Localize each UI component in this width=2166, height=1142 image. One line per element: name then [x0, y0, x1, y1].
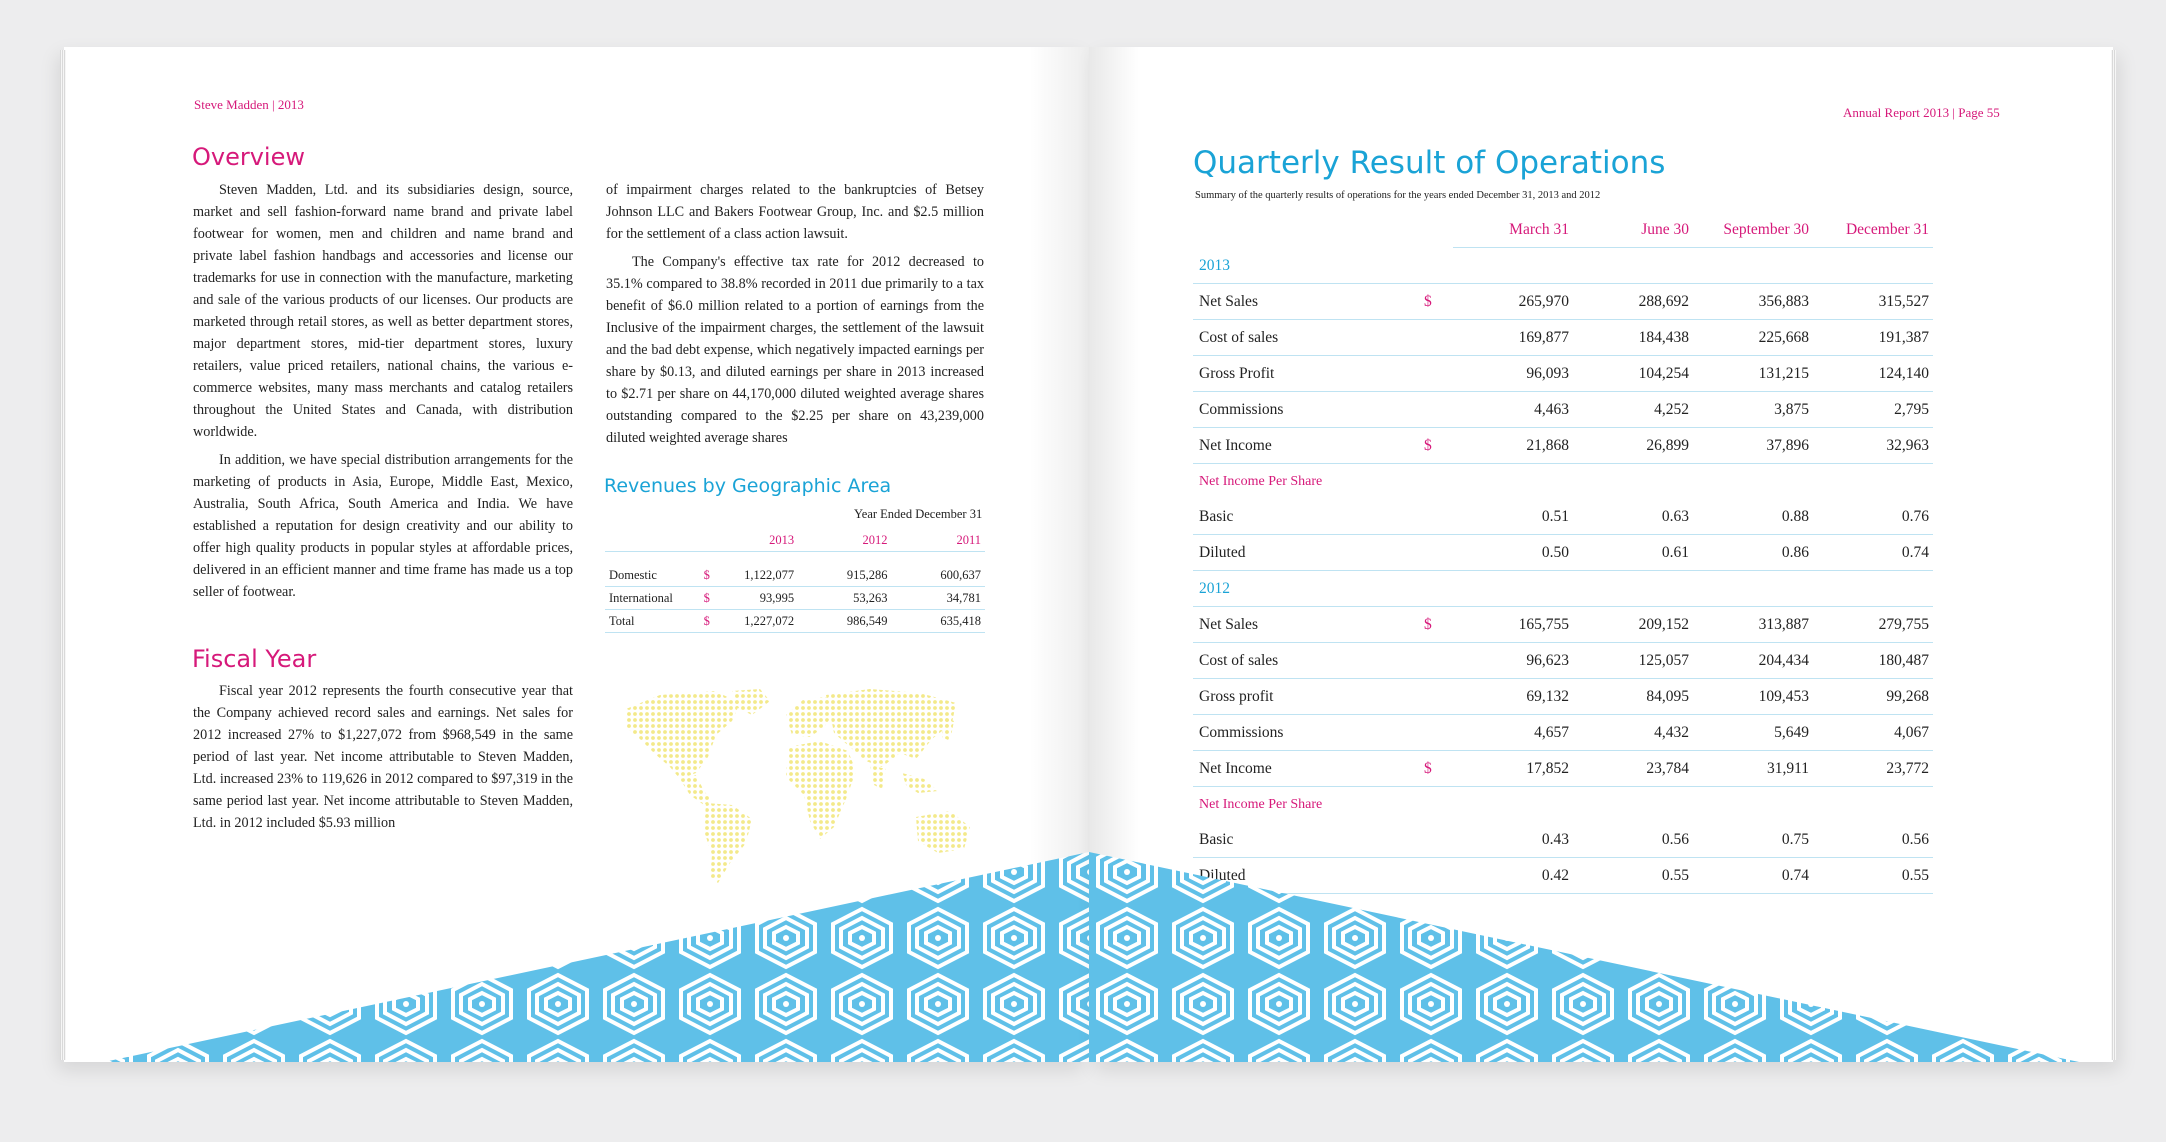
table-cell: 0.61 [1573, 535, 1693, 571]
hexagon-pattern-right [1089, 47, 2113, 1062]
per-share-label: Net Income Per Share [1199, 473, 1323, 489]
table-cell: 0.86 [1693, 535, 1813, 571]
table-cell: 21,868 [1453, 428, 1573, 464]
geo-row-label: Total [609, 613, 635, 628]
page-edges-left [60, 50, 66, 1060]
row-label: Net Income [1193, 751, 1423, 787]
table-cell: 209,152 [1573, 607, 1693, 643]
row-label: Basic [1193, 822, 1423, 858]
geo-row-label: International [609, 590, 673, 605]
table-cell: 169,877 [1453, 320, 1573, 356]
table-cell: 180,487 [1813, 643, 1933, 679]
quarterly-subtitle: Summary of the quarterly results of operations for the years ended December 31, 2013 and 2012 [1195, 190, 1601, 201]
geo-year-2: 2012 [862, 532, 888, 547]
column-header: December 31 [1813, 212, 1933, 248]
table-cell: 104,254 [1573, 356, 1693, 392]
table-cell: 4,252 [1573, 392, 1693, 428]
table-cell: 0.56 [1813, 822, 1933, 858]
table-cell: 0.56 [1573, 822, 1693, 858]
table-cell: 0.74 [1813, 535, 1933, 571]
year-label: 2013 [1193, 248, 1933, 284]
table-cell: 96,623 [1453, 643, 1573, 679]
geo-cell: 93,995 [759, 590, 795, 605]
left-page [64, 47, 1089, 1062]
table-cell: 96,093 [1453, 356, 1573, 392]
geo-dollar: $ [703, 613, 710, 628]
column-header: March 31 [1453, 212, 1573, 248]
overview-para-1: Steven Madden, Ltd. and its subsidiaries design, source, market and sell fashion-forward name brand and private label footwear for women, men and children and name brand and private label fashion handbags and accessories and license our trademarks for use in connection with the manufacture, marketing and sale of the various products of our licenses. Our products are marketed through retail stores, as well as better department stores, major department stores, mid-tier department stores, luxury retailers, value priced retailers, national chains, the various e-commerce websites, many mass merchants and catalog retailers throughout the United States and Canada, with distribution worldwide. [193, 182, 573, 440]
fiscal-year-heading: Fiscal Year [192, 645, 317, 673]
table-cell: 125,057 [1573, 643, 1693, 679]
table-cell: 26,899 [1573, 428, 1693, 464]
table-cell: 313,887 [1693, 607, 1813, 643]
column2-para-1: of impairment charges related to the bankruptcies of Betsey Johnson LLC and Bakers Footwear Group, Inc. and $2.5 million for the settlement of a class action lawsuit. [606, 182, 984, 242]
table-cell: 4,067 [1813, 715, 1933, 751]
table-cell: 32,963 [1813, 428, 1933, 464]
table-cell: 0.63 [1573, 499, 1693, 535]
fiscal-year-para-1: Fiscal year 2012 represents the fourth consecutive year that the Company achieved record sales and earnings. Net sales for 2012 increased 27% to $1,227,072 from $968,549 in the same period of last year. Net income attributable to Steven Madden, Ltd. increased 23% to 119,626 in 2012 compared to $97,319 in the same period last year. Net income attributable to Steven Madden, Ltd. in 2012 included $5.93 million [193, 683, 573, 831]
table-cell: 315,527 [1813, 284, 1933, 320]
hexagon-pattern-left [64, 47, 1089, 1062]
column2-para-2: The Company's effective tax rate for 2012 decreased to 35.1% compared to 38.8% recorded in 2011 due primarily to a tax benefit of $6.0 million related to a portion of earnings from the Inclusive of the impairment charges, the settlement of the lawsuit and the bad debt expense, which negatively impacted earnings per share by $0.13, and diluted earnings per share in 2013 increased to $2.71 per share on 44,170,000 diluted weighted average shares outstanding compared to the $2.25 per share on 43,239,000 diluted weighted average shares [606, 254, 984, 446]
column-header: September 30 [1693, 212, 1813, 248]
table-cell: 3,875 [1693, 392, 1813, 428]
geo-dollar: $ [703, 567, 710, 582]
geo-cell: 635,418 [940, 613, 981, 628]
table-cell: 0.74 [1693, 858, 1813, 894]
dollar-sign: $ [1423, 284, 1453, 320]
row-label: Cost of sales [1193, 643, 1423, 679]
table-cell: 99,268 [1813, 679, 1933, 715]
row-label: Basic [1193, 499, 1423, 535]
row-label: Net Sales [1193, 607, 1423, 643]
table-cell: 2,795 [1813, 392, 1933, 428]
table-cell: 69,132 [1453, 679, 1573, 715]
running-header-left: Steve Madden | 2013 [194, 97, 304, 112]
table-cell: 4,432 [1573, 715, 1693, 751]
table-cell: 265,970 [1453, 284, 1573, 320]
running-header-right: Annual Report 2013 | Page 55 [1843, 105, 2000, 120]
table-cell: 204,434 [1693, 643, 1813, 679]
table-cell: 0.75 [1693, 822, 1813, 858]
row-label: Gross Profit [1193, 356, 1423, 392]
row-label: Commissions [1193, 392, 1423, 428]
right-page [1089, 47, 2113, 1062]
row-label: Diluted [1193, 535, 1423, 571]
overview-heading: Overview [192, 143, 305, 171]
table-cell: 184,438 [1573, 320, 1693, 356]
dollar-sign: $ [1423, 428, 1453, 464]
table-cell: 279,755 [1813, 607, 1933, 643]
table-cell: 23,772 [1813, 751, 1933, 787]
overview-para-2: In addition, we have special distribution arrangements for the marketing of products in Asia, Europe, Middle East, Mexico, Australia, South Africa, South America and India. We have established a reputation for design creativity and our ability to offer high quality products in popular styles at affordable prices, delivered in an efficient manner and time frame has made us a top seller of footwear. [193, 452, 573, 600]
column-header: June 30 [1573, 212, 1693, 248]
table-cell: 0.55 [1813, 858, 1933, 894]
quarterly-title: Quarterly Result of Operations [1193, 145, 1666, 181]
table-cell: 4,463 [1453, 392, 1573, 428]
table-cell: 84,095 [1573, 679, 1693, 715]
table-cell: 124,140 [1813, 356, 1933, 392]
table-cell: 109,453 [1693, 679, 1813, 715]
geo-cell: 53,263 [853, 590, 888, 605]
geo-year-3: 2011 [956, 532, 981, 547]
page-edges-right [2111, 50, 2116, 1060]
table-cell: 0.55 [1573, 858, 1693, 894]
geo-row-label: Domestic [609, 567, 657, 582]
table-cell: 23,784 [1573, 751, 1693, 787]
geo-cell: 34,781 [946, 590, 981, 605]
row-label: Commissions [1193, 715, 1423, 751]
table-cell: 356,883 [1693, 284, 1813, 320]
row-label: Net Sales [1193, 284, 1423, 320]
row-label: Diluted [1193, 858, 1423, 894]
year-label: 2012 [1193, 571, 1933, 607]
table-cell: 165,755 [1453, 607, 1573, 643]
row-label: Net Income [1193, 428, 1423, 464]
table-cell: 0.43 [1453, 822, 1573, 858]
geo-cell: 1,122,077 [744, 567, 795, 582]
dollar-sign: $ [1423, 751, 1453, 787]
geo-caption: Year Ended December 31 [854, 507, 983, 521]
table-cell: 0.51 [1453, 499, 1573, 535]
row-label: Gross profit [1193, 679, 1423, 715]
table-cell: 0.42 [1453, 858, 1573, 894]
table-cell: 225,668 [1693, 320, 1813, 356]
row-label: Cost of sales [1193, 320, 1423, 356]
dollar-sign: $ [1423, 607, 1453, 643]
geo-heading: Revenues by Geographic Area [604, 475, 892, 497]
table-cell: 31,911 [1693, 751, 1813, 787]
per-share-label: Net Income Per Share [1199, 796, 1323, 812]
table-cell: 0.50 [1453, 535, 1573, 571]
table-cell: 288,692 [1573, 284, 1693, 320]
table-cell: 37,896 [1693, 428, 1813, 464]
table-cell: 17,852 [1453, 751, 1573, 787]
table-cell: 0.88 [1693, 499, 1813, 535]
geo-cell: 986,549 [846, 613, 888, 628]
geo-cell: 1,227,072 [744, 613, 795, 628]
table-cell: 191,387 [1813, 320, 1933, 356]
geo-cell: 915,286 [846, 567, 888, 582]
geo-year-1: 2013 [769, 532, 795, 547]
table-cell: 0.76 [1813, 499, 1933, 535]
table-cell: 5,649 [1693, 715, 1813, 751]
table-cell: 4,657 [1453, 715, 1573, 751]
geo-dollar: $ [703, 590, 710, 605]
geo-cell: 600,637 [940, 567, 981, 582]
table-cell: 131,215 [1693, 356, 1813, 392]
